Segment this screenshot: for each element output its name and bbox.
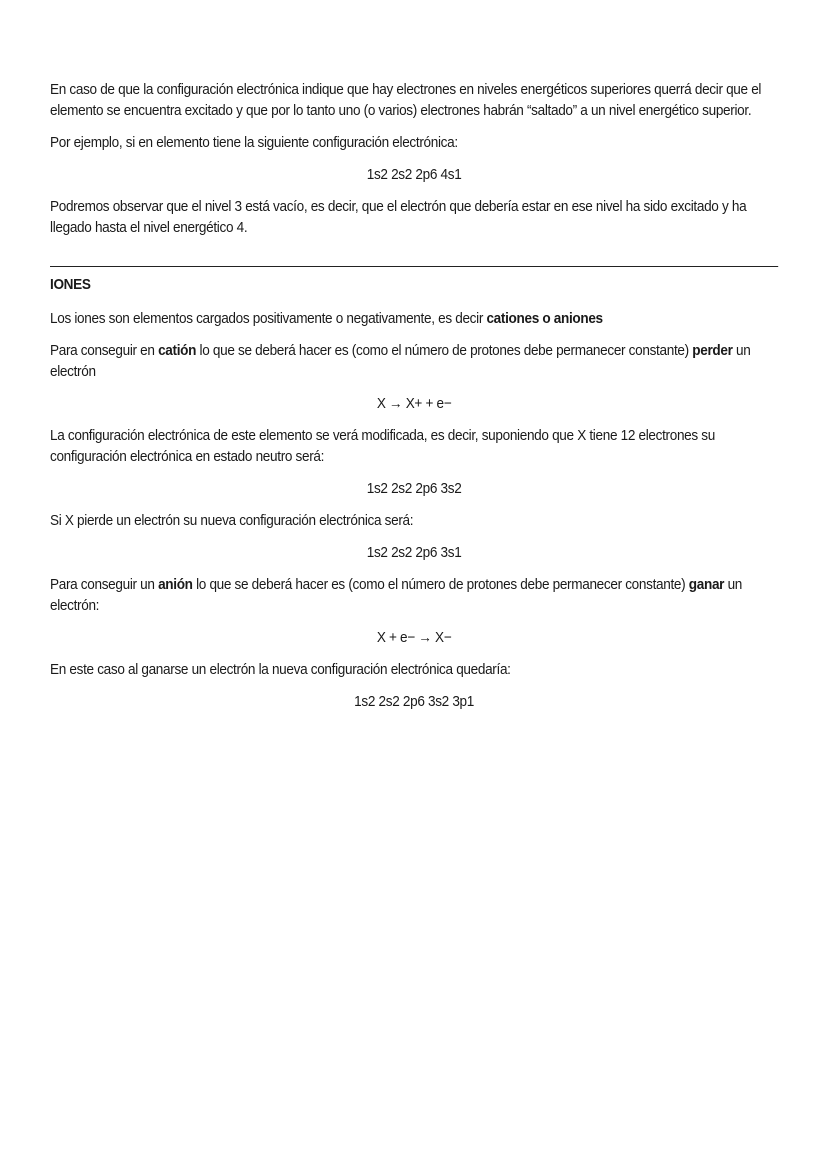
cation-bold-term: catión (158, 343, 197, 359)
configuration-intro-paragraph: La configuración electrónica de este elemento se verá modificada, es decir, suponiendo que X tiene 12 electrones su configuración electrónica en estado neutro será: (50, 428, 716, 465)
anion-configuration: 1s2 2s2 2p6 3s2 3p1 (354, 694, 475, 710)
ions-definition-text: Los iones son elementos cargados positivamente o negativamente, es decir (50, 311, 487, 327)
neutral-configuration: 1s2 2s2 2p6 3s2 (366, 481, 462, 497)
cation-bold-verb: perder (692, 343, 733, 359)
ions-definition-paragraph (50, 309, 778, 330)
anion-text-3: un electrón: (50, 577, 743, 614)
lose-electron-paragraph: Si X pierde un electrón su nueva configuración electrónica será: (50, 513, 414, 529)
anion-paragraph (50, 575, 778, 617)
cation-text-3: un electrón (50, 343, 751, 380)
example-intro-paragraph: Por ejemplo, si en elemento tiene la siguiente configuración electrónica: (50, 135, 458, 151)
section-heading-iones: IONES (50, 277, 91, 293)
anion-equation: X + e− → X− (376, 630, 452, 646)
section-divider (50, 266, 778, 267)
anion-bold-term: anión (158, 577, 193, 593)
anion-text-2: lo que se deberá hacer es (como el número de protones debe permanecer constante) (192, 577, 689, 593)
cation-configuration: 1s2 2s2 2p6 3s1 (366, 545, 462, 561)
gain-electron-paragraph: En este caso al ganarse un electrón la nueva configuración electrónica quedaría: (50, 662, 511, 678)
excited-configuration: 1s2 2s2 2p6 4s1 (366, 167, 462, 183)
ions-definition-bold: cationes o aniones (486, 311, 603, 327)
level-empty-paragraph: Podremos observar que el nivel 3 está vacío, es decir, que el electrón que debería estar en ese nivel ha sido excitado y ha llegado hasta el nivel energético 4. (50, 199, 747, 236)
cation-text-1: Para conseguir en (50, 343, 159, 359)
cation-equation: X → X+ + e− (376, 396, 452, 412)
document-page (50, 80, 778, 724)
cation-text-2: lo que se deberá hacer es (como el número de protones debe permanecer constante) (196, 343, 693, 359)
excited-explanation-paragraph: En caso de que la configuración electrónica indique que hay electrones en niveles energéticos superiores querrá decir que el elemento se encuentra excitado y que por lo tanto uno (o varios) electrones habrán “saltado” a un nivel energético superior. (50, 82, 762, 119)
cation-paragraph (50, 341, 778, 383)
anion-bold-verb: ganar (688, 577, 725, 593)
anion-text-1: Para conseguir un (50, 577, 159, 593)
